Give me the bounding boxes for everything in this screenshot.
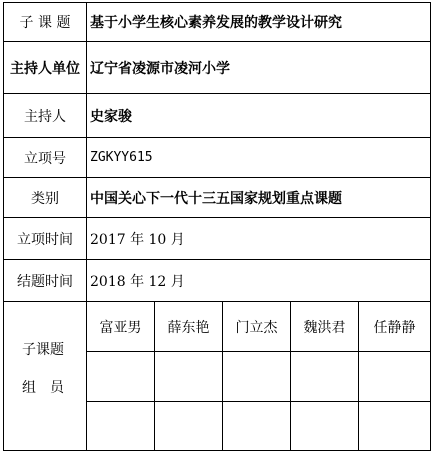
subtopic-label: 子 课 题 — [19, 15, 71, 31]
member-name: 门立杰 — [235, 319, 278, 336]
host-value: 史家骏 — [90, 108, 132, 125]
label-column-divider — [86, 3, 87, 450]
project-number-label: 立项号 — [24, 150, 66, 167]
members-label-line2: 组 员 — [22, 380, 64, 396]
members-label-line1: 子课题 — [22, 342, 64, 358]
host-unit-value: 辽宁省凌源市凌河小学 — [90, 60, 230, 77]
member-name: 魏洪君 — [303, 319, 346, 336]
host-label: 主持人 — [24, 108, 66, 125]
member-row-divider — [86, 351, 430, 352]
member-name: 薛东艳 — [167, 319, 210, 336]
category-label: 类别 — [31, 190, 59, 207]
completion-date-label: 结题时间 — [17, 273, 73, 290]
host-unit-label: 主持人单位 — [10, 60, 80, 77]
subtopic-value: 基于小学生核心素养发展的教学设计研究 — [90, 15, 342, 31]
member-name: 任静静 — [373, 319, 416, 336]
category-value: 中国关心下一代十三五国家规划重点课题 — [90, 190, 342, 207]
approval-date-label: 立项时间 — [17, 231, 73, 248]
project-number-value: ZGKYY615 — [90, 150, 153, 165]
approval-date-value: 2017 年 10 月 — [90, 231, 185, 248]
member-name: 富亚男 — [99, 319, 142, 336]
completion-date-value: 2018 年 12 月 — [90, 273, 185, 290]
project-info-table — [3, 2, 431, 451]
member-row-divider — [86, 401, 430, 402]
